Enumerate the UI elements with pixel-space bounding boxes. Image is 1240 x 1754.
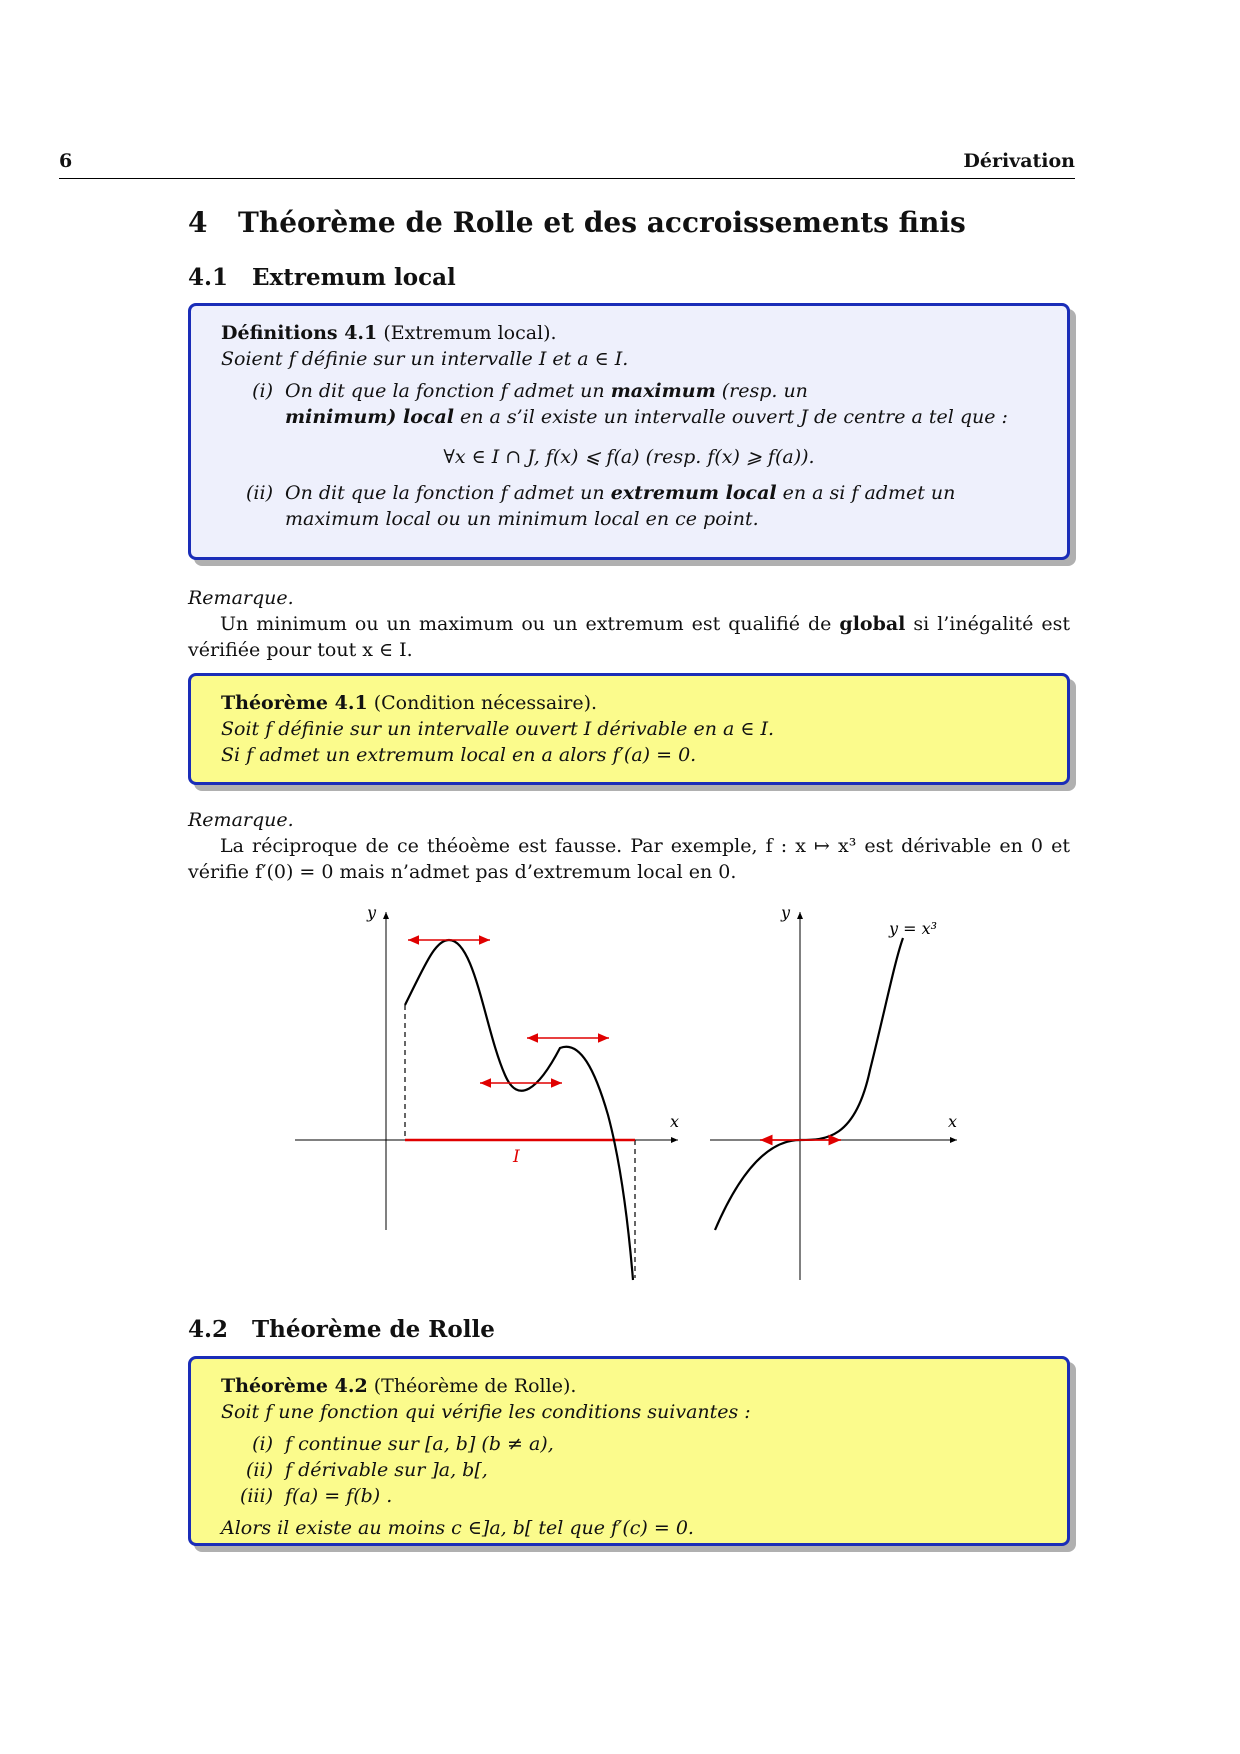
theorem-label: Théorème 4.1 [221, 692, 368, 714]
remark-bold: global [839, 613, 906, 635]
remark-text-part: Un minimum ou un maximum ou un extremum est qualifié de [220, 613, 840, 635]
item-label: (i) [252, 1433, 273, 1455]
item-label: (iii) [239, 1485, 273, 1507]
y-axis-label: y [367, 903, 377, 922]
subsection-title-4-2 [188, 1316, 495, 1343]
x-axis-label: x [948, 1112, 958, 1131]
remark-2 [188, 807, 1070, 885]
definition-box [188, 303, 1070, 560]
theorem-4-1-box [188, 673, 1070, 785]
section-number: 4 [188, 206, 208, 239]
subsection-title-text: Théorème de Rolle [252, 1316, 495, 1343]
item-text: en a s’il existe un intervalle ouvert J de centre a tel que : [453, 406, 1008, 428]
remark-text [188, 611, 1070, 663]
theorem-line-2: Si f admet un extremum local en a alors f′(a) = 0. [221, 744, 697, 766]
remark-text-part: si l’inégalité est vérifiée pour tout x ∈ I. [188, 613, 1070, 661]
condition-item [221, 1431, 1037, 1457]
theorem-conclusion: Alors il existe au moins c ∈]a, b[ tel que f′(c) = 0. [221, 1517, 694, 1539]
theorem-label: Théorème 4.2 [221, 1375, 368, 1397]
item-bold: extremum local [610, 482, 777, 504]
subsection-title-text: Extremum local [252, 264, 456, 291]
condition-item [221, 1483, 1037, 1509]
item-label: (i) [252, 380, 273, 402]
item-bold: maximum [610, 380, 716, 402]
interval-label: I [513, 1147, 520, 1167]
item-bold: minimum) local [285, 406, 454, 428]
page-number: 6 [59, 150, 73, 172]
x-axis-label: x [670, 1112, 680, 1131]
cubic-curve [715, 938, 903, 1230]
theorem-heading [221, 690, 1037, 716]
section-title [188, 206, 966, 239]
subsection-number: 4.1 [188, 264, 229, 291]
item-text: On dit que la fonction f admet un [285, 482, 611, 504]
figure-cubic [705, 900, 965, 1285]
item-label: (ii) [246, 1459, 273, 1481]
theorem-name: (Théorème de Rolle). [373, 1375, 577, 1397]
definition-intro: Soient f définie sur un intervalle I et a ∈ I. [221, 348, 629, 370]
running-title: Dérivation [963, 150, 1075, 172]
figure-rolle-extrema [290, 900, 690, 1285]
y-axis-label: y [781, 903, 791, 922]
definition-name: (Extremum local). [383, 322, 557, 344]
theorem-4-2-box [188, 1356, 1070, 1546]
remark-label: Remarque. [188, 587, 294, 609]
item-text: f continue sur [a, b] (b ≠ a), [285, 1433, 554, 1455]
remark-text: La réciproque de ce théoème est fausse. Par exemple, f : x ↦ x³ est dérivable en 0 et vérifie f′(0) = 0 mais n’admet pas d’extremum local en 0. [188, 835, 1070, 883]
theorem-intro: Soit f une fonction qui vérifie les conditions suivantes : [221, 1401, 751, 1423]
condition-item [221, 1457, 1037, 1483]
subsection-number: 4.2 [188, 1316, 229, 1343]
definition-heading [221, 320, 1037, 346]
item-text: en a si f admet un maximum local ou un minimum local en ce point. [285, 482, 956, 530]
definition-label: Définitions 4.1 [221, 322, 378, 344]
item-text: (resp. un [715, 380, 808, 402]
theorem-name: (Condition nécessaire). [373, 692, 598, 714]
function-curve [405, 940, 633, 1280]
curve-label: y = x³ [889, 919, 938, 938]
definition-item-2 [221, 480, 1037, 532]
item-label: (ii) [246, 482, 273, 504]
subsection-title-4-1 [188, 264, 456, 291]
definition-item-1 [221, 378, 1037, 430]
remark-label: Remarque. [188, 809, 294, 831]
theorem-heading [221, 1373, 1037, 1399]
item-text: On dit que la fonction f admet un [285, 380, 611, 402]
theorem-line-1: Soit f définie sur un intervalle ouvert I dérivable en a ∈ I. [221, 718, 774, 740]
item-text: f(a) = f(b) . [285, 1485, 393, 1507]
item-text: f dérivable sur ]a, b[, [285, 1459, 488, 1481]
definition-formula: ∀x ∈ I ∩ J, f(x) ⩽ f(a) (resp. f(x) ⩾ f(a)). [443, 446, 815, 468]
theorem-conditions [221, 1431, 1037, 1509]
remark-1 [188, 585, 1070, 663]
page-header [59, 150, 1075, 179]
section-title-text: Théorème de Rolle et des accroissements finis [238, 206, 966, 239]
